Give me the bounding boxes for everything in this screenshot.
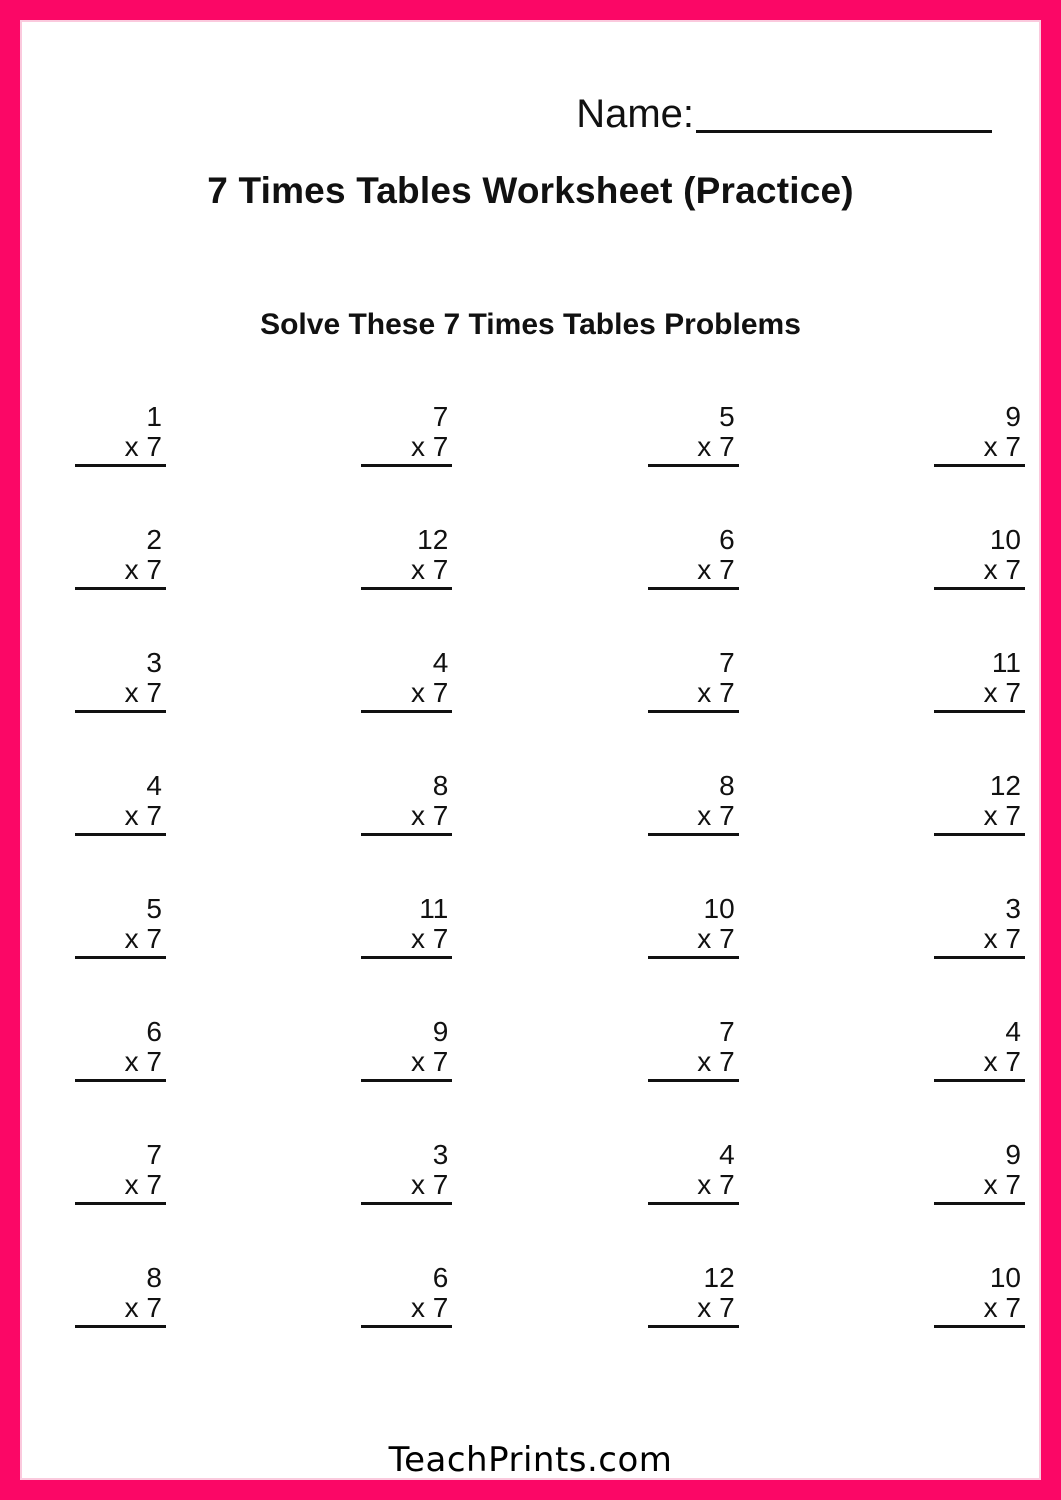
multiplier: x 7 [124, 1169, 162, 1200]
multiplication-problem [75, 771, 166, 836]
answer-line [361, 1325, 452, 1328]
multiplicand: 7 [719, 647, 735, 678]
multiplicand: 6 [432, 1262, 449, 1293]
name-blank-line [696, 130, 992, 133]
multiplier: x 7 [410, 677, 449, 708]
multiplication-problem [648, 402, 739, 467]
multiplication-problem [648, 525, 739, 590]
multiplicand: 9 [1005, 1139, 1021, 1170]
problem-row [75, 771, 1025, 836]
answer-line [75, 710, 166, 713]
answer-line [648, 1079, 739, 1082]
multiplicand: 12 [703, 1262, 735, 1293]
multiplication-problem [648, 1140, 739, 1205]
answer-line [75, 1079, 166, 1082]
multiplier: x 7 [697, 554, 735, 585]
multiplication-problem [361, 771, 452, 836]
multiplicand: 12 [417, 524, 449, 555]
answer-line [648, 956, 739, 959]
multiplier: x 7 [410, 1292, 449, 1323]
answer-line [648, 1325, 739, 1328]
multiplicand: 6 [146, 1016, 162, 1047]
answer-line [361, 1079, 452, 1082]
multiplier: x 7 [124, 554, 162, 585]
multiplicand: 10 [703, 893, 735, 924]
multiplication-problem [934, 525, 1025, 590]
multiplier: x 7 [697, 431, 735, 462]
multiplication-problem [75, 894, 166, 959]
answer-line [75, 464, 166, 467]
multiplication-problem [934, 1140, 1025, 1205]
answer-line [934, 710, 1025, 713]
multiplication-problem [934, 402, 1025, 467]
answer-line [934, 833, 1025, 836]
answer-line [648, 710, 739, 713]
multiplication-problem [75, 1140, 166, 1205]
answer-line [934, 464, 1025, 467]
problems-grid [75, 402, 1025, 1328]
multiplication-problem [648, 771, 739, 836]
multiplication-problem [361, 1263, 452, 1328]
multiplier: x 7 [410, 800, 449, 831]
problem-row [75, 648, 1025, 713]
multiplication-problem [75, 525, 166, 590]
problem-row [75, 402, 1025, 467]
multiplier: x 7 [410, 1169, 449, 1200]
multiplicand: 4 [432, 647, 449, 678]
multiplicand: 11 [991, 647, 1021, 678]
multiplicand: 4 [1005, 1016, 1021, 1047]
multiplicand: 9 [1005, 401, 1021, 432]
multiplication-problem [648, 1017, 739, 1082]
multiplier: x 7 [410, 431, 449, 462]
multiplication-problem [75, 402, 166, 467]
multiplicand: 6 [719, 524, 735, 555]
multiplicand: 4 [719, 1139, 735, 1170]
answer-line [934, 1079, 1025, 1082]
multiplicand: 1 [146, 401, 162, 432]
multiplier: x 7 [697, 677, 735, 708]
page-title: 7 Times Tables Worksheet (Practice) [207, 170, 854, 211]
answer-line [75, 1202, 166, 1205]
multiplicand: 8 [432, 770, 449, 801]
multiplicand: 11 [419, 893, 449, 924]
answer-line [75, 1325, 166, 1328]
multiplication-problem [361, 648, 452, 713]
multiplier: x 7 [410, 923, 449, 954]
answer-line [361, 464, 452, 467]
multiplier: x 7 [983, 431, 1021, 462]
multiplier: x 7 [124, 1292, 162, 1323]
multiplicand: 8 [146, 1262, 162, 1293]
answer-line [648, 464, 739, 467]
multiplier: x 7 [983, 1046, 1021, 1077]
multiplication-problem [934, 894, 1025, 959]
multiplicand: 7 [146, 1139, 162, 1170]
answer-line [361, 956, 452, 959]
multiplicand: 3 [432, 1139, 449, 1170]
multiplication-problem [361, 1140, 452, 1205]
multiplicand: 3 [1005, 893, 1021, 924]
multiplicand: 3 [146, 647, 162, 678]
multiplication-problem [648, 894, 739, 959]
multiplier: x 7 [697, 800, 735, 831]
multiplication-problem [934, 1017, 1025, 1082]
answer-line [648, 587, 739, 590]
multiplier: x 7 [124, 677, 162, 708]
multiplier: x 7 [124, 431, 162, 462]
multiplication-problem [75, 648, 166, 713]
multiplier: x 7 [697, 1169, 735, 1200]
answer-line [361, 587, 452, 590]
answer-line [361, 710, 452, 713]
problem-row [75, 894, 1025, 959]
answer-line [75, 833, 166, 836]
answer-line [934, 956, 1025, 959]
answer-line [934, 587, 1025, 590]
multiplication-problem [361, 402, 452, 467]
multiplicand: 8 [719, 770, 735, 801]
name-label: Name: [576, 92, 694, 136]
problem-row [75, 1140, 1025, 1205]
multiplier: x 7 [410, 1046, 449, 1077]
multiplication-problem [934, 771, 1025, 836]
answer-line [361, 1202, 452, 1205]
multiplicand: 10 [989, 524, 1021, 555]
multiplicand: 12 [989, 770, 1021, 801]
problem-row [75, 1263, 1025, 1328]
multiplicand: 10 [989, 1262, 1021, 1293]
multiplication-problem [648, 648, 739, 713]
instruction-text: Solve These 7 Times Tables Problems [260, 308, 801, 341]
multiplication-problem [75, 1017, 166, 1082]
multiplicand: 2 [146, 524, 162, 555]
multiplicand: 5 [719, 401, 735, 432]
answer-line [361, 833, 452, 836]
multiplicand: 9 [432, 1016, 449, 1047]
multiplication-problem [361, 894, 452, 959]
name-field [576, 90, 992, 138]
multiplication-problem [75, 1263, 166, 1328]
multiplier: x 7 [124, 923, 162, 954]
multiplicand: 7 [432, 401, 449, 432]
multiplier: x 7 [697, 1292, 735, 1323]
multiplication-problem [934, 1263, 1025, 1328]
answer-line [648, 833, 739, 836]
answer-line [934, 1202, 1025, 1205]
multiplier: x 7 [697, 923, 735, 954]
multiplier: x 7 [124, 800, 162, 831]
multiplier: x 7 [983, 923, 1021, 954]
multiplication-problem [934, 648, 1025, 713]
multiplication-problem [648, 1263, 739, 1328]
site-credit: TeachPrints.com [388, 1440, 673, 1480]
multiplier: x 7 [983, 1169, 1021, 1200]
answer-line [934, 1325, 1025, 1328]
answer-line [75, 587, 166, 590]
answer-line [75, 956, 166, 959]
answer-line [648, 1202, 739, 1205]
multiplier: x 7 [410, 554, 449, 585]
multiplication-problem [361, 525, 452, 590]
multiplicand: 7 [719, 1016, 735, 1047]
multiplier: x 7 [983, 1292, 1021, 1323]
multiplication-problem [361, 1017, 452, 1082]
multiplier: x 7 [983, 554, 1021, 585]
multiplicand: 5 [146, 893, 162, 924]
multiplier: x 7 [983, 677, 1021, 708]
problem-row [75, 1017, 1025, 1082]
multiplier: x 7 [697, 1046, 735, 1077]
multiplier: x 7 [983, 800, 1021, 831]
multiplicand: 4 [146, 770, 162, 801]
multiplier: x 7 [124, 1046, 162, 1077]
problem-row [75, 525, 1025, 590]
